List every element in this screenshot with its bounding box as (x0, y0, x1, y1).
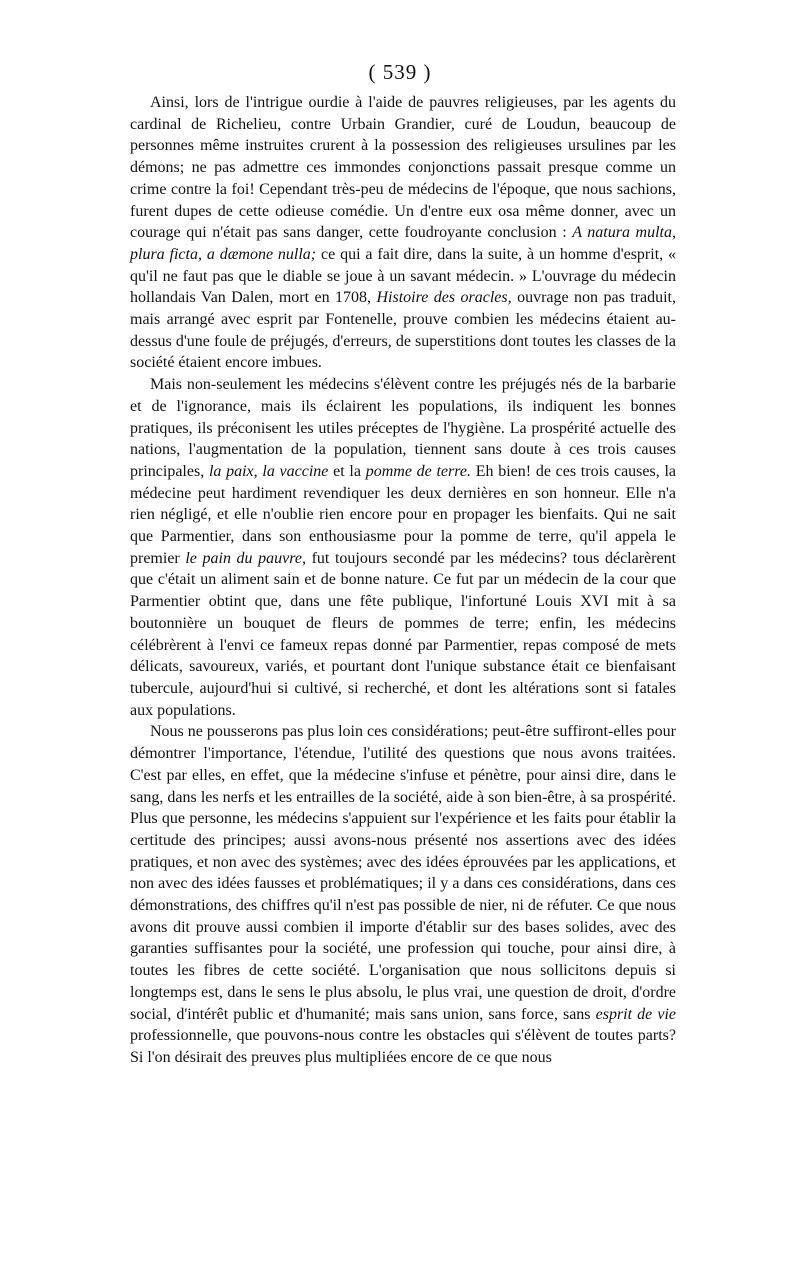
text-body (130, 92, 676, 1069)
page-number: ( 539 ) (368, 60, 432, 84)
paragraph (130, 374, 676, 721)
text-run: Nous ne pousserons pas plus loin ces considérations; peut-être suffiront-elles pour démontrer l'importance, l'étendue, l'utilité des questions que nous avons traitées. C'est par elles, en effet, que la médecine s'infuse et pénètre, pour ainsi dire, dans le sang, dans les nerfs et les entrailles de la société, aide à son bien-être, à sa prospérité. Plus que personne, les médecins s'appuient sur l'expérience et les faits pour établir la certitude des principes; aussi avons-nous présenté nos assertions avec des idées pratiques, et non avec des systèmes; avec des idées éprouvées par les applications, et non avec des idées fausses et problématiques; il y a dans ces considérations, dans ces démonstrations, des chiffres qu'il n'est pas possible de nier, ni de réfuter. Ce que nous avons dit prouve aussi combien il importe d'établir sur des bases solides, avec des garanties suffisantes pour la société, une profession qui touche, pour ainsi dire, à toutes les fibres de cette société. L'organisation que nous sollicitons depuis si longtemps est, dans le sens le plus absolu, le plus vrai, une question de droit, d'ordre social, d'intérêt public et d'humanité; mais sans union, sans force, sans (130, 723, 676, 1023)
paragraph (130, 92, 676, 374)
text-run: professionnelle, que pouvons-nous contre les obstacles qui s'élèvent de toutes parts? Si l'on désirait des preuves plus multipliées encore de ce que nous (130, 1027, 676, 1066)
text-run: Mais non-seulement les médecins s'élèvent contre les préjugés nés de la barbarie et de l'ignorance, mais ils éclairent les populations, ils indiquent les bonnes pratiques, ils préconisent les utiles préceptes de l'hygiène. La prospérité actuelle des nations, l'augmentation de la population, tiennent sans doute à ces trois causes principales, (130, 376, 676, 480)
italic-text: le pain du pauvre, (185, 549, 306, 567)
italic-text: A natura multa, plura ficta, a dæmone nulla; (130, 224, 676, 263)
italic-text: Histoire des oracles, (376, 289, 512, 307)
italic-text: pomme de terre. (365, 462, 471, 480)
text-run: ce qui a fait dire, dans la suite, à un homme d'esprit, « qu'il ne faut pas que le diable se joue à un savant médecin. » L'ouvrage du médecin hollandais Van Dalen, mort en 1708, (130, 245, 677, 307)
italic-text: esprit de vie (595, 1005, 676, 1023)
text-run: ouvrage non pas traduit, mais arrangé avec esprit par Fontenelle, prouve combien les médecins étaient au-dessus d'une foule de préjugés, d'erreurs, de superstitions dont toutes les classes de la société étaient encore imbues. (130, 289, 676, 372)
text-run: Ainsi, lors de l'intrigue ourdie à l'aide de pauvres religieuses, par les agents du cardinal de Richelieu, contre Urbain Grandier, curé de Loudun, beaucoup de personnes même instruites crurent à la possession des religieuses ursulines par les démons; ne pas admettre ces immondes conjonctions passait presque comme un crime contre la foi! Cependant très-peu de médecins de l'époque, que nous sachions, furent dupes de cette odieuse comédie. Un d'entre eux osa même donner, avec un courage qui n'était pas sans danger, cette foudroyante conclusion : (130, 94, 676, 242)
text-run: et la (328, 462, 366, 480)
text-run: fut toujours secondé par les médecins? tous déclarèrent que c'était un aliment sain et de bonne nature. Ce fut par un médecin de la cour que Parmentier obtint que, dans une fête publique, l'infortuné Louis XVI mit à sa boutonnière un bouquet de fleurs de pommes de terre; enfin, les médecins célébrèrent à l'envi ce fameux repas donné par Parmentier, repas composé de mets délicats, savoureux, variés, et pourtant dont l'unique substance était ce bienfaisant tubercule, aujourd'hui si cultivé, si recherché, et dont les altérations sont si fatales aux populations. (130, 549, 677, 719)
italic-text: la paix, la vaccine (208, 462, 329, 480)
text-run: Eh bien! de ces trois causes, la médecine peut hardiment revendiquer les deux dernières en son honneur. Elle n'a rien négligé, et elle n'oublie rien encore pour en propager les bienfaits. Qui ne sait que Parmentier, dans son enthousiasme pour la pomme de terre, qu'il appela le premier (130, 462, 677, 567)
paragraph (130, 721, 676, 1068)
